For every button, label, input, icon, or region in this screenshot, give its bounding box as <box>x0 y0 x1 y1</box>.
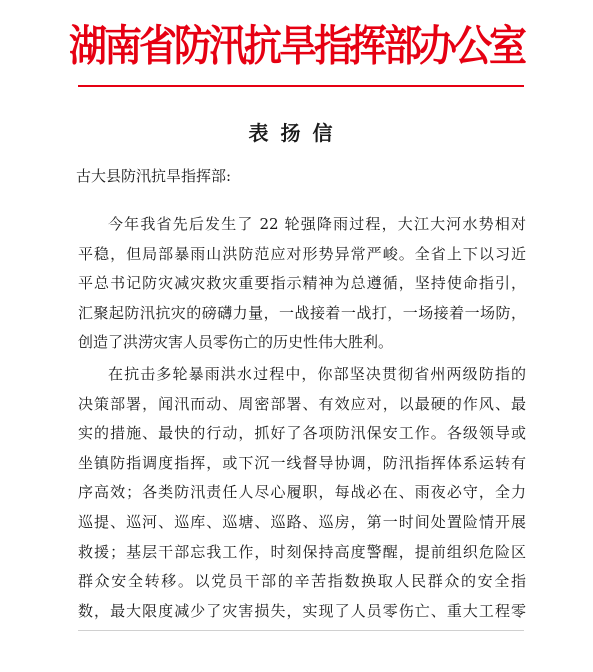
salutation: 古大县防汛抗旱指挥部: <box>76 167 232 185</box>
text-line: 数，最大限度减少了灾害损失，实现了人员零伤亡、重大工程零 <box>78 601 526 620</box>
text-line: 序高效；各类防汛责任人尽心履职，每战必在、雨夜必守，全力 <box>78 483 526 502</box>
paragraph-1 <box>78 210 526 358</box>
letter-title: 表扬信 <box>248 121 345 145</box>
letterhead-title: 湖南省防汛抗旱指挥部办公室 <box>68 20 524 71</box>
text-line: 今年我省先后发生了 22 轮强降雨过程，大江大河水势相对 <box>108 215 526 233</box>
text-line: 在抗击多轮暴雨洪水过程中，你部坚决贯彻省州两级防指的 <box>108 364 526 383</box>
text-line: 决策部署，闻汛而动、周密部署、有效应对，以最硬的作风、最 <box>78 394 526 413</box>
text-line: 巡提、巡河、巡库、巡塘、巡路、巡房，第一时间处置险情开展 <box>78 512 526 531</box>
text-line: 救援；基层干部忘我工作，时刻保持高度警醒，提前组织危险区 <box>78 542 526 561</box>
text-line: 平总书记防灾减灾救灾重要指示精神为总遵循，坚持使命指引， <box>78 274 526 293</box>
paragraph-2 <box>78 360 526 626</box>
page-divider <box>78 630 524 631</box>
text-line: 平稳，但局部暴雨山洪防范应对形势异常严峻。全省上下以习近 <box>78 244 526 263</box>
text-line: 坐镇防指调度指挥，或下沉一线督导协调，防汛指挥体系运转有 <box>78 453 526 472</box>
text-line: 实的措施、最快的行动，抓好了各项防汛保安工作。各级领导或 <box>78 424 526 443</box>
text-line: 创造了洪涝灾害人员零伤亡的历史性伟大胜利。 <box>78 333 394 352</box>
text-line: 汇聚起防汛抗灾的磅礴力量，一战接着一战打，一场接着一场防， <box>78 303 526 322</box>
letter-body <box>78 210 526 626</box>
letterhead-rule <box>78 85 524 87</box>
text-line: 群众安全转移。以党员干部的辛苦指数换取人民群众的安全指 <box>78 572 526 591</box>
